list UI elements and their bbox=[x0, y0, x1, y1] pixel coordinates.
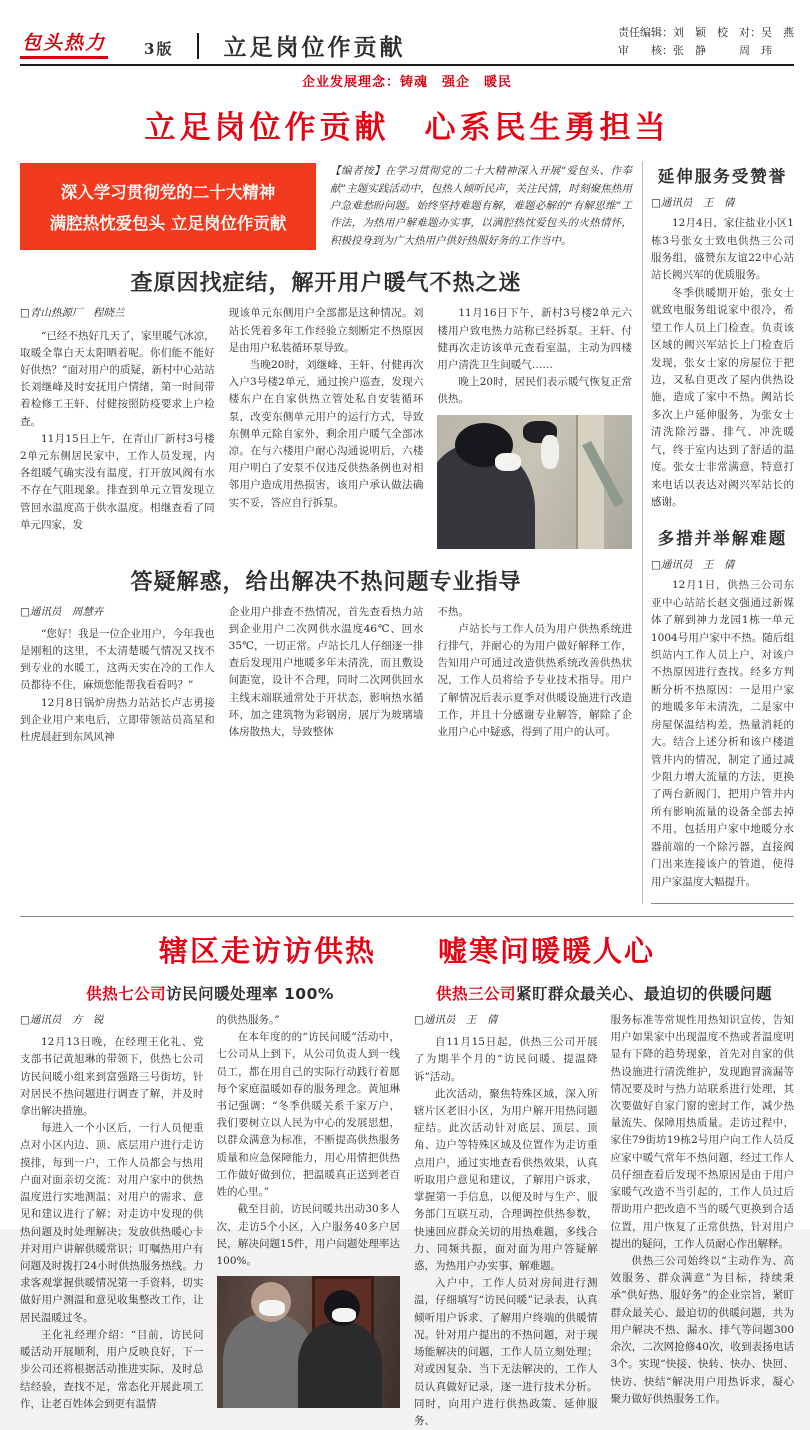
paragraph: 晚上20时，居民们表示暖气恢复正常供热。 bbox=[437, 376, 633, 406]
company3-title-black: 紧盯群众最关心、最迫切的供暖问题 bbox=[516, 984, 773, 1003]
paragraph: 11月15日上午，在青山厂新村3号楼2单元东侧居民家中，工作人员发现，内各组暖气确实没有温度，打开放风阀有水不存在气阻现象。排查到单元立管发现立管回水温度高于供水温度。相继查看了同单元四家，发 bbox=[20, 432, 215, 531]
byline: □通讯员 王 倩 bbox=[651, 559, 735, 572]
company7-story bbox=[20, 982, 400, 1430]
paragraph: 卢站长与工作人员为用户供热系统进行排气，并耐心的为用户做好解释工作，告知用户可通过改造供热系统改善供热状况，工作人员将给予专业技术指导。用户了解情况后表示夏季对供暖设施进行改造工作，并且十分感谢专业解答，解除了企业用户心中疑惑，得到了用户的认可。 bbox=[437, 622, 633, 739]
article-mystery-title: 查原因找症结，解开用户暖气不热之迷 bbox=[130, 270, 522, 297]
masthead bbox=[20, 24, 794, 66]
paragraph: 自11月15日起，供热三公司开展了为期半个月的“访民问暖、提温降诉”活动。 bbox=[414, 1036, 598, 1083]
paragraph: 在本年度的的“访民问暖”活动中，七公司从上到下，从公司负责人到一线员工，都在用自己的实际行动践行着愿每个家庭温暖如春的服务理念。黄旭琳书记强调：“冬季供暖关系千家万户，我们要树立以人民为中心的发展思想，以群众满意为标准，不断提高供热服务质量和应急保障能力，用心用情把供热工作做好做到位，把温暖真正送到老百姓的心里。” bbox=[216, 1031, 400, 1199]
company-slogan: 企业发展理念：铸魂 强企 暖民 bbox=[301, 75, 512, 91]
paragraph: 12月4日，家住盐业小区1栋3号张女士致电供热三公司服务组，盛赞东友谊22中心站站长阙兴军的优质服务。 bbox=[651, 217, 794, 282]
company3-story bbox=[414, 982, 794, 1430]
home-visit-photo bbox=[217, 1276, 401, 1408]
bottom-headline: 辖区走访访供热 嘘寒问暖暖人心 bbox=[158, 933, 655, 968]
visitor-mask-left bbox=[259, 1300, 285, 1316]
article-column bbox=[229, 604, 424, 747]
sidebar-praise-title: 延伸服务受赞誉 bbox=[657, 167, 788, 187]
paragraph: 此次活动，聚焦特殊区域，深入所辖片区老旧小区，为用户解开用热问题症结。此次活动针对底层、顶层、顶角、边户等特殊区域及位置作为走访重点用户，通过实地查看供热效果，认真听取用户意见和建议，了解用户诉求，掌握第一手信息，以便及时与生产、服务部门互联互动，合理调控供热参数，快速回应群众关切的用热难题，多线合力、同频共振，面对面为用户答疑解惑，为热用户办实事、解难题。 bbox=[414, 1087, 598, 1273]
paragraph: 截至目前，访民问暖共出动30多人次，走访5个小区，入户服务40多户居民，解决问题15件，用户问题处理率达100%。 bbox=[216, 1203, 400, 1268]
byline: □通讯员 方 锐 bbox=[20, 1013, 104, 1026]
pipe-repair-photo bbox=[437, 415, 632, 549]
paragraph: 的供热服务。” bbox=[216, 1013, 280, 1026]
paragraph: 当晚20时，刘继峰、王轩、付健再次入户3号楼2单元，通过挨户巡查，发现六楼东户在自家供热立管处私自安装循环泵，改变东侧单元用户的运行方式，导致东侧单元除自家外，剩余用户暖气全部冰凉。在与六楼用户耐心沟通说明后，六楼用户明白了安泵不仅违反供热条例也对相邻用户造成用热损害，该用户承认做法确实不妥，答应自行拆泵。 bbox=[228, 358, 424, 509]
article-column bbox=[437, 604, 632, 747]
company7-title-red: 供热七公司 bbox=[86, 984, 167, 1003]
article-column bbox=[20, 604, 215, 747]
paragraph: 12月13日晚，在经理王化礼、党支部书记黄旭琳的带领下，供热七公司访民问暖小组来到富强路三号街坊，针对居民不热问题进行调查了解，并及时拿出解决措施。 bbox=[20, 1036, 204, 1118]
paragraph: 入户中，工作人员对房间进行测温，仔细填写“访民问暖”记录表，认真倾听用户诉求、了解用户终端的供暖情况。针对用户提出的不热问题，对于现场能解决的问题，工作人员立刻处理；对或因复杂、当下无法解决的，工作人员认真做好记录，逐一进行技术分析。同时，向用户进行供热政策、延伸服务、 bbox=[414, 1277, 598, 1427]
paragraph: 每进入一个小区后，一行人员便重点对小区内边、顶、底层用户进行走访摸排，每到一户，工作人员都会与热用户面对面亲切交流：对用户家中的供热温度进行实地测温；对用户的需求、意见和建议进行了解；对走访中发现的供热问题及时处理解决；发放供热暖心卡并对用户讲解供暖常识；叮嘱热用户有问题及时拨打24小时供热服务热线。力求客观掌握供暖情况第一手资料，切实做好用户测温和意见收集整改工作，让居民温暖过冬。 bbox=[20, 1122, 204, 1324]
article-guidance-columns bbox=[20, 604, 632, 747]
editors-block bbox=[618, 24, 794, 59]
paragraph: 不热。 bbox=[437, 605, 469, 618]
company7-title bbox=[20, 982, 400, 1004]
company3-title bbox=[414, 982, 794, 1004]
company3-columns bbox=[414, 1012, 794, 1430]
top-main-column bbox=[20, 157, 632, 904]
article-column bbox=[437, 305, 632, 548]
company7-columns bbox=[20, 1012, 400, 1413]
paragraph: “您好！我是一位企业用户，今年我也是刚租的这里，不太清楚暖气情况又找不到专业的水暖工，这两天实在冷的工作人员都待不住，麻烦您能帮我看看吗？” bbox=[20, 627, 215, 692]
article-column bbox=[20, 1012, 204, 1413]
paragraph: “已经不热好几天了，家里暖气冰凉，取暖全靠白天太阳晒着呢。你们能不能好好供热？”面对用户的质疑，新村中心站站长刘继峰及时安抚用户情绪，第一时间带着检修工王轩、付健按照防疫要求上户检查。 bbox=[20, 329, 215, 428]
sidebar bbox=[651, 157, 794, 904]
paper-name: 包头热力 bbox=[20, 28, 108, 59]
section-title: 立足岗位作贡献 bbox=[223, 34, 406, 62]
paragraph: 供热三公司始终以“主动作为、高效服务、群众满意”为目标，持续秉承“供好热、服好务”的企业宗旨，紧盯群众最关心、最迫切的供暖问题，共为用户解决不热、漏水、排气等问题300余次，二次网抢修40次，收到表扬电话3个。实现“快接、快转、快办、快回、快访、快结”解决用户用热诉求，凝心聚力做好供热服务工作。 bbox=[610, 1255, 794, 1405]
bottom-columns bbox=[20, 982, 794, 1430]
paragraph: 12月8日锅炉房热力站站长卢志勇接到企业用户来电后，立即带领站员高星和杜虎晨赶到东风风神 bbox=[20, 696, 215, 744]
lede-row bbox=[20, 163, 632, 250]
sidebar-praise-body bbox=[651, 215, 794, 511]
byline: □青山热源厂 程晓兰 bbox=[20, 307, 125, 320]
bottom-section bbox=[20, 916, 794, 1430]
promo-line1: 深入学习贯彻党的二十大精神 bbox=[60, 183, 276, 203]
paragraph: 冬季供暖期开始，张女士就致电服务组说家中很冷，希望工作人员上门检查。负责该区域的阙兴军站长上门检查后发现，张女士家的房屋位于把边，又私自更改了屋内供热设施，造成了家中不热。阙站长多次上户延伸服务，为张女士清洗除污器、排气、冲洗暖气，终于室内达到了舒适的温度。张女士非常满意，特意打来电话以表达对阙兴军站长的感谢。 bbox=[651, 286, 794, 508]
sidebar-measures-title: 多措并举解难题 bbox=[657, 529, 788, 549]
paragraph: 现该单元东侧用户全部都是这种情况。刘站长凭着多年工作经验立刻断定不热原因是由用户私装循环泵导致。 bbox=[228, 307, 424, 354]
paragraph: 11月16日下午，新村3号楼2单元六楼用户致电热力站称已经拆泵。王轩、付健再次走访该单元查看室温，主动为四楼用户清洗卫生间暖气…… bbox=[437, 307, 633, 371]
byline: □通讯员 王 倩 bbox=[651, 197, 735, 210]
article-column bbox=[229, 305, 424, 548]
pipe-shape bbox=[576, 415, 604, 549]
sidebar-measures-body bbox=[651, 577, 794, 891]
promo-line2: 满腔热忱爱包头 立足岗位作贡献 bbox=[49, 214, 287, 234]
cleaning-rag bbox=[541, 435, 559, 469]
article-column bbox=[611, 1012, 795, 1430]
paragraph: 企业用户排查不热情况，首先查看热力站到企业用户二次网供水温度46℃、回水35℃，一切正常。卢站长几人仔细逐一排查后发现用户地暖多年未清洗，而且敷设间距宽，设计不合理，同时二次网供回水主线末端联通常处于开状态，影响热水循环，加之建筑物为彩钢房，展厅为玻璃墙体房散热大，导致整体 bbox=[228, 605, 424, 739]
byline: □通讯员 王 倩 bbox=[414, 1013, 498, 1026]
article-mystery-columns bbox=[20, 305, 632, 548]
company7-title-black: 访民问暖处理率 100% bbox=[166, 984, 334, 1003]
paragraph: 服务标准等常规性用热知识宣传，告知用户如果家中出现温度不热或者温度明显有下降的趋势现象，首先对自家的供热设施进行清洗维护，发现跑冒滴漏等情况要及时与热力站联系进行处理，其次要做好自家门窗的密封工作，减少热量流失、保障用热质量。走访过程中，家住79街坊19栋2号用户向工作人员反应家中暖气常年不热问题，经过工作人员仔细查看后发现不热原因是由于用户家暖气改造不当引起的，工作人员过后帮助用户把改造不当的暖气更换到合适位置，用户恢复了正常供热，针对用户提出的疑问，工作人员耐心作出解释。 bbox=[610, 1013, 794, 1250]
byline: □通讯员 周慧卉 bbox=[20, 605, 104, 618]
promo-red-box bbox=[20, 163, 316, 250]
company3-title-red: 供热三公司 bbox=[435, 984, 516, 1003]
editors-line1: 责任编辑：刘 颖 校 对：吴 燕 bbox=[618, 26, 794, 39]
page-number: 3版 bbox=[144, 40, 174, 59]
paragraph: 12月1日，供热三公司东亚中心站站长赵文强通过新媒体了解到神力龙园1栋一单元1004号用户家中不热。随后组织站内工作人员上户，对该户不热原因进行查找。经多方判断分析不热原因：一是用户家的地暖多年未清洗，二是家中房屋保温结构差，热量消耗的大。结合上述分析和该户楼道管井内的情况，制定了通过减少阻力增大流量的方法，更换了两台新阀门，把用户管井内所有影响流量的设备全部去掉不用，包括用户家中地暖分水器前端的一个除污器，直接阀门出来连接该户的管道，使得用户家温度大幅提升。 bbox=[651, 579, 794, 888]
editor-note: 【编者按】在学习贯彻党的二十大精神深入开展“爱包头、作奉献”主题实践活动中，包热人倾听民声，关注民情，时刻聚焦热用户急难愁盼问题。始终坚持难题有解，难题必解的“有解思维”工作法，为热用户解难题办实事，以满腔热忱爱包头的火热情怀，积极投身到为广大热用户供好热服好务的工作当中。 bbox=[330, 165, 632, 247]
main-headline: 立足岗位作贡献 心系民生勇担当 bbox=[144, 110, 670, 147]
article-column bbox=[414, 1012, 598, 1430]
article-column bbox=[217, 1012, 401, 1413]
worker-mask bbox=[495, 453, 521, 471]
top-section bbox=[20, 157, 794, 904]
paragraph: 王化礼经理介绍：“目前，访民问暖活动开展顺利，用户反映良好，下一步公司还将根据活动推进实际，及时总结经验，查找不足，常态化开展此项工作，让老百姓体会到更有温情 bbox=[20, 1328, 204, 1410]
article-guidance-title: 答疑解惑，给出解决不热问题专业指导 bbox=[130, 568, 522, 595]
sidebar-divider bbox=[642, 161, 643, 904]
visitor-figure-right bbox=[298, 1322, 382, 1408]
editors-line2: 审 核：张 静 周 玮 bbox=[618, 43, 772, 57]
sidebar-bottom-rule bbox=[651, 903, 794, 904]
article-column bbox=[20, 305, 215, 548]
visitor-mask-right bbox=[332, 1308, 356, 1322]
masthead-divider bbox=[197, 33, 199, 59]
